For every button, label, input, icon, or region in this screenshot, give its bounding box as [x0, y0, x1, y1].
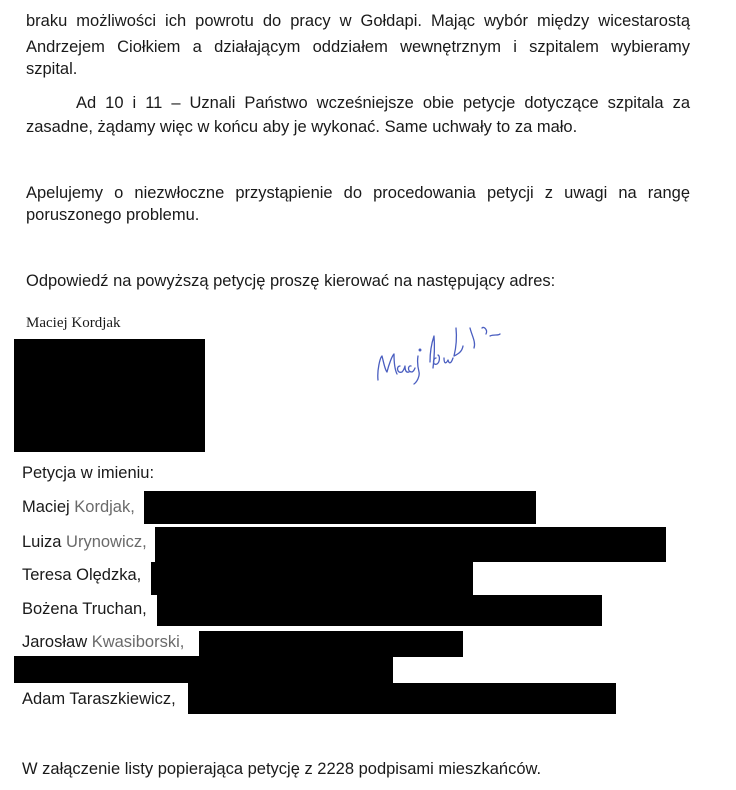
handwritten-signature [370, 318, 510, 388]
paragraph-1-line-1: braku możliwości ich powrotu do pracy w Gołdapi. Mając wybór między wicestarostą [26, 12, 690, 30]
paragraph-3-line-1: Apelujemy o niezwłoczne przystąpienie do procedowania petycji z uwagi na rangę [26, 184, 690, 202]
petition-header: Petycja w imieniu: [22, 464, 155, 482]
redacted-address [14, 339, 205, 452]
paragraph-2-line-2: zasadne, żądamy więc w końcu aby je wykonać. Same uchwały to za mało. [26, 118, 578, 136]
redacted-details [188, 683, 616, 714]
signatory-first-name: Luiza [22, 533, 62, 551]
attachment-note: W załączenie listy popierająca petycję z 2228 podpisami mieszkańców. [22, 760, 542, 778]
signatory-4 [22, 600, 147, 619]
signatory-first-name: Maciej [22, 498, 70, 516]
signatory-6 [22, 690, 176, 709]
paragraph-2-line-1: Ad 10 i 11 – Uznali Państwo wcześniejsze obie petycje dotyczące szpitala za [76, 94, 690, 112]
signatory-last-name: Taraszkiewicz, [69, 690, 176, 708]
signatory-1 [22, 498, 135, 517]
redacted-details [14, 656, 393, 683]
signatory-first-name: Adam [22, 690, 66, 708]
paragraph-3-line-2: poruszonego problemu. [26, 206, 200, 224]
signatory-last-name: Kordjak, [74, 498, 135, 516]
signatory-last-name: Kwasiborski, [91, 633, 185, 651]
signatory-3 [22, 566, 141, 585]
paragraph-1-line-3: szpital. [26, 60, 78, 78]
sender-name: Maciej Kordjak [26, 315, 121, 331]
redacted-details [155, 527, 666, 562]
signatory-2 [22, 533, 147, 552]
paragraph-1-line-2: Andrzejem Ciołkiem a działającym oddziałem wewnętrznym i szpitalem wybieramy [26, 38, 690, 56]
signatory-first-name: Teresa [22, 566, 72, 584]
signatory-last-name: Truchan, [82, 600, 147, 618]
address-request: Odpowiedź na powyższą petycję proszę kierować na następujący adres: [26, 272, 556, 290]
signatory-last-name: Olędzka, [76, 566, 142, 584]
redacted-details [199, 631, 463, 657]
signatory-first-name: Bożena [22, 600, 78, 618]
redacted-details [157, 595, 602, 626]
redacted-details [144, 491, 536, 524]
signatory-first-name: Jarosław [22, 633, 88, 651]
signatory-last-name: Urynowicz, [66, 533, 147, 551]
signatory-5 [22, 633, 184, 652]
redacted-details [151, 562, 473, 595]
